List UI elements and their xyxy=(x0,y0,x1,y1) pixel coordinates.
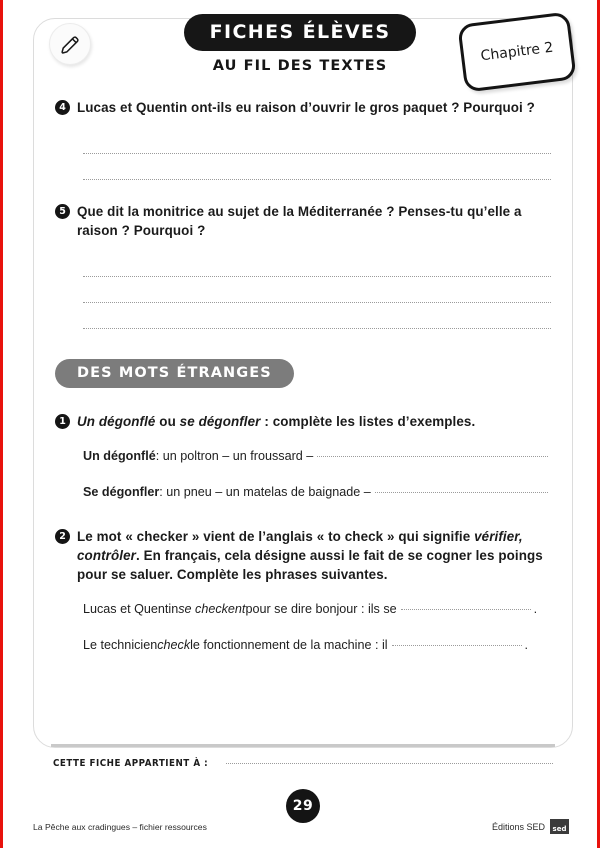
answer-line[interactable] xyxy=(83,251,551,277)
exercise-prompt-part1: Le mot « checker » vient de l’anglais « to check » qui signifie xyxy=(77,529,475,545)
question-number-badge: 4 xyxy=(55,100,70,115)
question-4 xyxy=(55,98,551,117)
exercise-2-sentence-2 xyxy=(55,638,551,652)
fill-blank[interactable] xyxy=(317,456,548,457)
sentence-italic: check xyxy=(157,638,191,653)
publisher-label: Éditions SED xyxy=(491,821,545,832)
page-subtitle: AU FIL DES TEXTES xyxy=(212,58,388,74)
exercise-prompt-italic-2: se dégonfler xyxy=(179,414,261,430)
footer-divider xyxy=(51,744,555,747)
worksheet-content xyxy=(55,98,551,652)
exercise-number-badge: 2 xyxy=(55,529,70,544)
item-label: Un dégonflé xyxy=(83,449,156,464)
sentence-after: le fonctionnement de la machine : il xyxy=(190,638,388,653)
answer-lines-q5 xyxy=(55,251,551,329)
question-5 xyxy=(55,202,551,240)
fill-blank[interactable] xyxy=(401,609,531,610)
page-number: 29 xyxy=(286,789,320,823)
exercise-1-item-1 xyxy=(55,449,551,463)
exercise-1-item-2 xyxy=(55,485,551,499)
section-heading xyxy=(55,359,551,388)
chapter-badge xyxy=(457,11,576,92)
section-title: DES MOTS ÉTRANGES xyxy=(55,359,294,388)
exercise-prompt-mid: ou xyxy=(155,414,180,430)
answer-lines-q4 xyxy=(55,128,551,180)
exercise-prompt-italic: vérifier, contrôler xyxy=(77,529,523,564)
sed-logo-icon: sed xyxy=(550,819,569,834)
question-number-badge: 5 xyxy=(55,204,70,219)
credit-right xyxy=(492,819,569,834)
sentence-tail: . xyxy=(533,602,538,617)
exercise-prompt-end: : complète les listes d’exemples. xyxy=(260,414,476,430)
question-text: Lucas et Quentin ont-ils eu raison d’ouvrir le gros paquet ? Pourquoi ? xyxy=(77,100,535,115)
page-title: FICHES ÉLÈVES xyxy=(184,14,417,51)
exercise-prompt xyxy=(77,412,551,431)
chapter-label: Chapitre 2 xyxy=(479,39,555,65)
sentence-before: Lucas et Quentin xyxy=(83,602,179,617)
owner-fill-blank[interactable] xyxy=(226,763,553,764)
exercise-prompt-italic-1: Un dégonflé xyxy=(77,414,156,430)
question-text: Que dit la monitrice au sujet de la Méditerranée ? Penses-tu qu’elle a raison ? Pourquoi ? xyxy=(77,204,522,239)
exercise-prompt xyxy=(77,527,551,584)
exercise-1 xyxy=(55,412,551,431)
credit-left: La Pêche aux cradingues – fichier ressources xyxy=(33,822,207,832)
exercise-2 xyxy=(55,527,551,584)
answer-line[interactable] xyxy=(83,154,551,180)
answer-line[interactable] xyxy=(83,277,551,303)
sentence-italic: se checkent xyxy=(178,602,246,617)
item-text: : un pneu – un matelas de baignade – xyxy=(159,485,371,500)
answer-line[interactable] xyxy=(83,128,551,154)
owner-field xyxy=(53,758,553,769)
sentence-tail: . xyxy=(524,638,529,653)
sentence-after: pour se dire bonjour : ils se xyxy=(245,602,397,617)
exercise-prompt-part2: . En français, cela désigne aussi le fait de se cogner les poings pour se saluer. Complète les phrases suivantes. xyxy=(77,548,543,583)
fill-blank[interactable] xyxy=(375,492,548,493)
fill-blank[interactable] xyxy=(392,645,522,646)
item-label: Se dégonfler xyxy=(83,485,160,500)
sentence-before: Le technicien xyxy=(83,638,158,653)
item-text: : un poltron – un froussard – xyxy=(155,449,314,464)
owner-label: CETTE FICHE APPARTIENT À : xyxy=(53,758,209,769)
answer-line[interactable] xyxy=(83,303,551,329)
exercise-number-badge: 1 xyxy=(55,414,70,429)
exercise-2-sentence-1 xyxy=(55,602,551,616)
